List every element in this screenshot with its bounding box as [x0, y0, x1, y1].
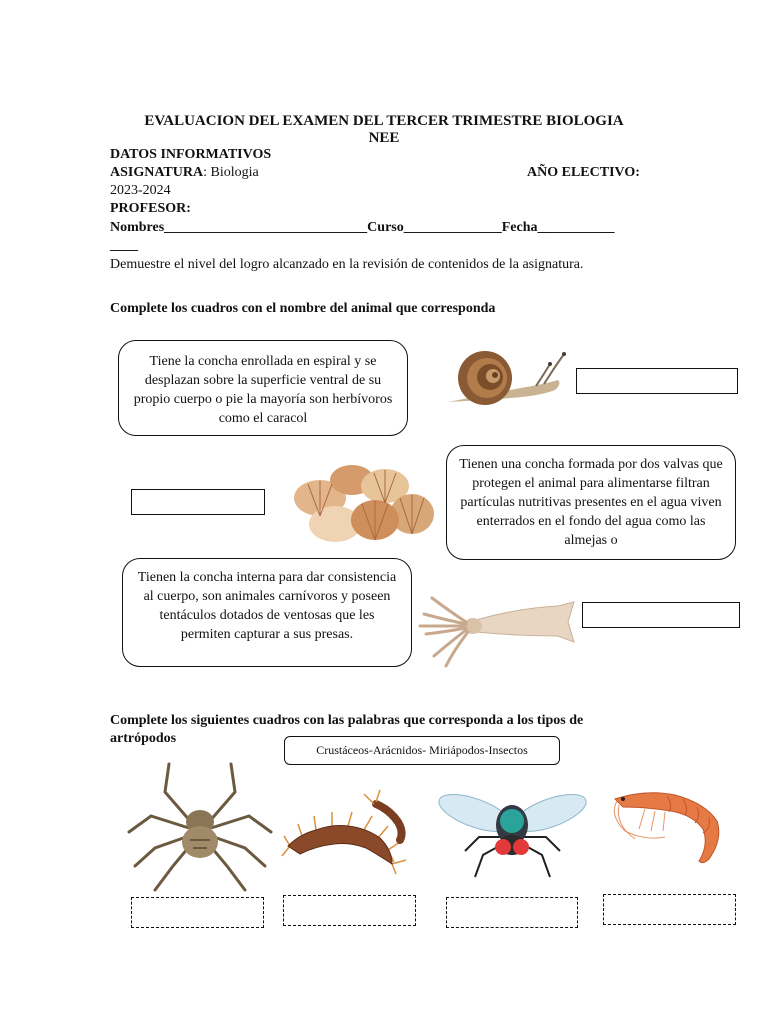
- word-bank-text: Crustáceos-Arácnidos- Miriápodos-Insectos: [316, 743, 528, 757]
- document-title: [110, 113, 658, 147]
- anio-electivo-value: 2023-2024: [110, 183, 171, 198]
- fly-answer-box[interactable]: [446, 897, 578, 928]
- shells-icon: [290, 458, 435, 544]
- shrimp-answer-box[interactable]: [603, 894, 736, 925]
- centipede-answer-box[interactable]: [283, 895, 416, 926]
- spider-icon: [125, 762, 275, 892]
- squid-description-card: [122, 558, 412, 667]
- instruction-text: Demuestre el nivel del logro alcanzado en la revisión de contenidos de la asignatura.: [110, 257, 584, 272]
- fly-icon: [435, 785, 590, 885]
- word-bank-box: [284, 736, 560, 765]
- shrimp-icon: [605, 785, 735, 870]
- title-line-2: NEE: [368, 130, 400, 146]
- student-info-line[interactable]: Nombres_____________________________Curso______________Fecha___________: [110, 220, 615, 235]
- section2-heading: Complete los siguientes cuadros con las palabras que corresponda a los tipos de artrópodos: [110, 713, 584, 746]
- anio-electivo-label: AÑO ELECTIVO:: [527, 165, 640, 180]
- datos-informativos: DATOS INFORMATIVOS: [110, 147, 272, 162]
- spider-answer-box[interactable]: [131, 897, 264, 928]
- bivalve-description: Tienen una concha formada por dos valvas que protegen el animal para alimentarse filtran partículas nutritivas presentes en el agua viven enterrados en el fondo del agua como las almejas o: [459, 457, 723, 548]
- squid-description: Tienen la concha interna para dar consistencia al cuerpo, son animales carnívoros y poseen tentáculos dotados de ventosas que les permiten capturar a sus presas.: [137, 570, 397, 642]
- snail-icon: [440, 340, 570, 415]
- bivalve-description-card: [446, 445, 736, 560]
- section1-heading: Complete los cuadros con el nombre del animal que corresponda: [110, 301, 496, 316]
- asignatura-row: [110, 164, 259, 182]
- asignatura-value: : Biologia: [203, 165, 259, 180]
- squid-icon: [418, 590, 578, 670]
- profesor-label: PROFESOR:: [110, 201, 191, 216]
- student-info-line-tail: ____: [110, 238, 138, 253]
- snail-description: Tiene la concha enrollada en espiral y se desplazan sobre la superficie ventral de su propio cuerpo o pie la mayoría son herbívoros como el caracol: [133, 354, 393, 426]
- squid-answer-box[interactable]: [582, 602, 740, 628]
- title-line-1: EVALUACION DEL EXAMEN DEL TERCER TRIMESTRE BIOLOGIA: [144, 113, 624, 129]
- snail-description-card: [118, 340, 408, 436]
- asignatura-label: ASIGNATURA: [110, 165, 204, 180]
- centipede-icon: [280, 786, 420, 876]
- bivalve-answer-box[interactable]: [131, 489, 265, 515]
- snail-answer-box[interactable]: [576, 368, 738, 394]
